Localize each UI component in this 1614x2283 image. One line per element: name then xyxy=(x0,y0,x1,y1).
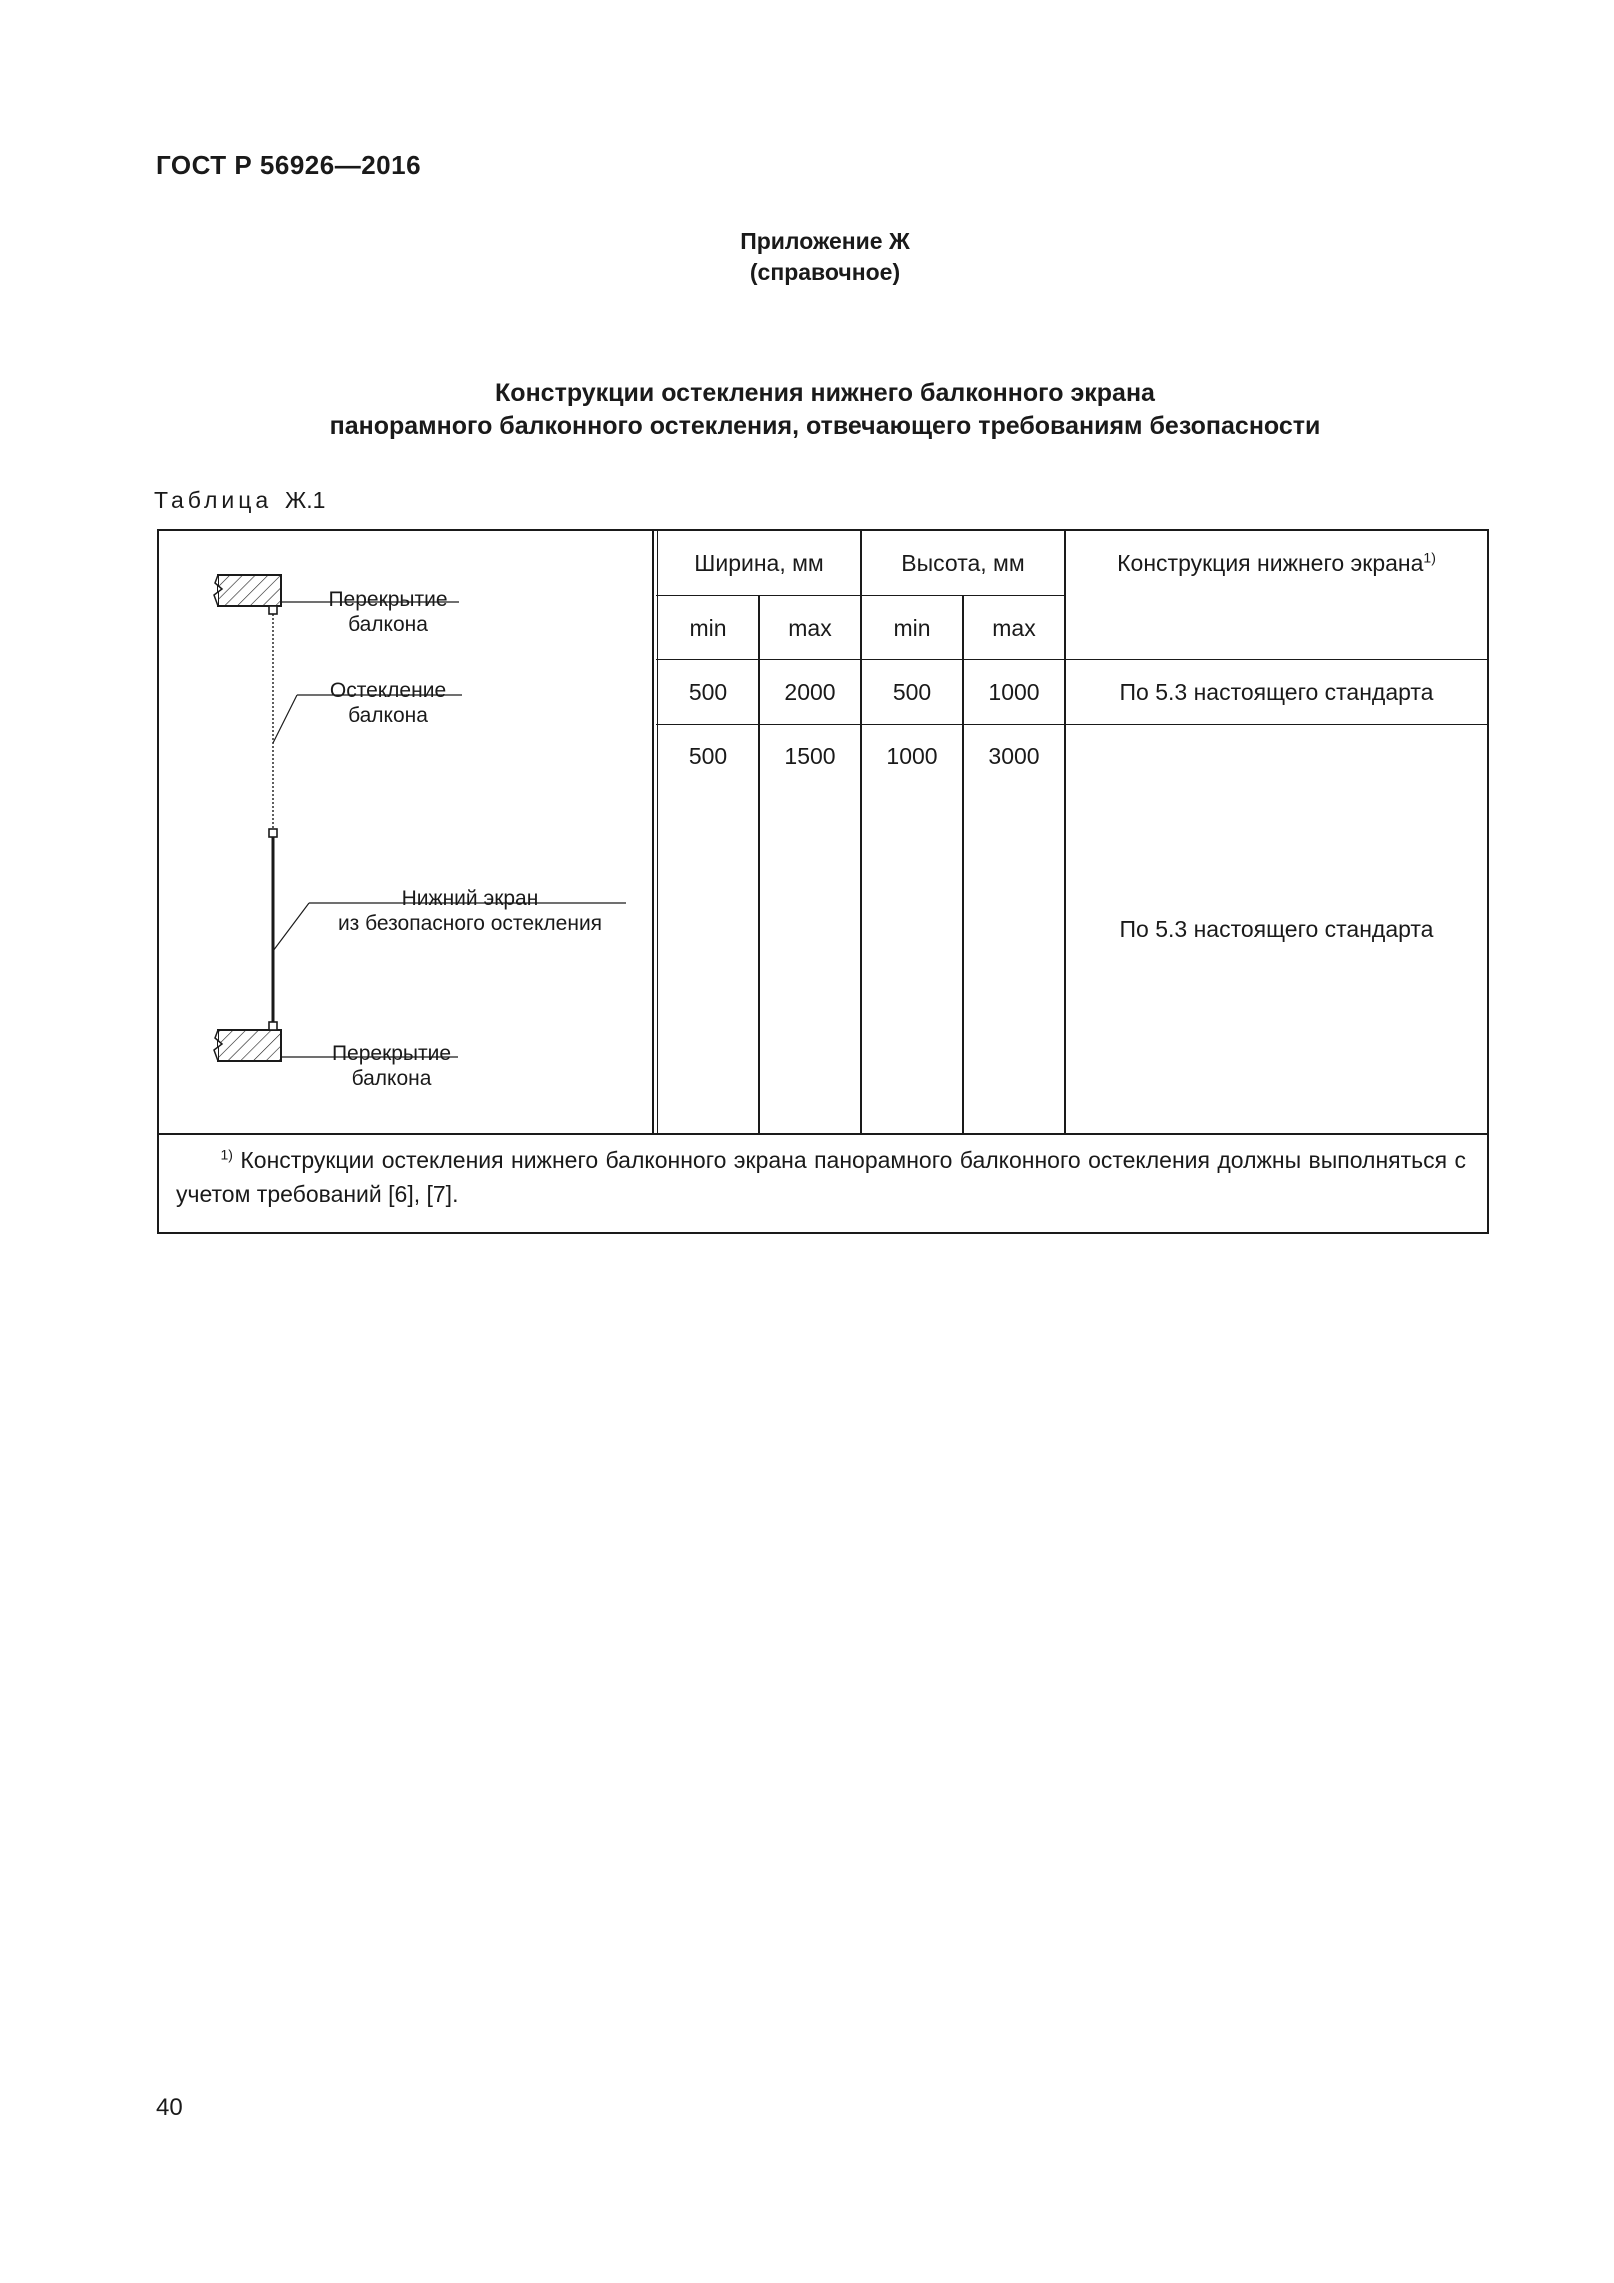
row2-width-min: 500 xyxy=(688,743,728,769)
table-caption-number: Ж.1 xyxy=(284,487,326,513)
label-lower-screen xyxy=(311,886,629,936)
annex-type: (справочное) xyxy=(749,259,901,285)
header-height: Высота, мм xyxy=(901,550,1025,576)
document-id: ГОСТ Р 56926—2016 xyxy=(156,150,422,180)
table-caption xyxy=(154,487,325,514)
header-width: Ширина, мм xyxy=(694,550,824,576)
connector-middle-icon xyxy=(269,829,277,837)
page-number: 40 xyxy=(156,2094,183,2121)
bottom-slab-icon xyxy=(214,1030,281,1061)
row2-width-max: 1500 xyxy=(784,743,836,769)
label-top-slab-line-2: балкона xyxy=(348,613,428,636)
header-construction xyxy=(1066,550,1487,577)
row2-height-max: 3000 xyxy=(988,743,1040,769)
label-lower-screen-line-1: Нижний экран xyxy=(401,887,539,910)
leader-screen xyxy=(273,903,309,951)
label-glazing-line-2: балкона xyxy=(348,704,428,727)
row1-construction: По 5.3 настоящего стандарта xyxy=(1119,679,1434,705)
row-sep-row1 xyxy=(656,724,1487,725)
row2-construction: По 5.3 настоящего стандарта xyxy=(1119,916,1434,942)
row1-height-max: 1000 xyxy=(988,679,1040,705)
annex-title: Приложение Ж xyxy=(740,228,910,254)
table-footnote xyxy=(176,1143,1466,1211)
col-sep-height-construction xyxy=(1064,531,1066,1133)
connector-bottom-icon xyxy=(269,1022,277,1030)
connector-top-icon xyxy=(269,606,277,614)
label-bottom-slab xyxy=(319,1041,464,1091)
col-sep-wmin-wmax xyxy=(758,595,760,1133)
header-width-min: min xyxy=(689,615,727,641)
label-glazing-line-1: Остекление xyxy=(329,679,447,702)
row1-width-min: 500 xyxy=(688,679,728,705)
row-sep-footnote xyxy=(159,1133,1487,1135)
label-top-slab xyxy=(319,587,457,637)
label-glazing xyxy=(319,678,457,728)
col-sep-diagram xyxy=(652,531,654,1133)
row1-height-min: 500 xyxy=(892,679,932,705)
label-lower-screen-line-2: из безопасного остекления xyxy=(337,912,603,935)
header-construction-label: Конструкция нижнего экрана xyxy=(1117,550,1424,576)
row-sep-subheader xyxy=(656,659,1487,660)
col-sep-hmin-hmax xyxy=(962,595,964,1133)
header-construction-footnote-mark: 1) xyxy=(1423,549,1436,566)
table-caption-word: Таблица xyxy=(154,487,273,513)
footnote-text: Конструкции остекления нижнего балконного экрана панорамного балконного остекления должны выполняться с учетом требований [6], [7]. xyxy=(176,1147,1467,1207)
leader-glazing xyxy=(273,695,297,743)
row2-height-min: 1000 xyxy=(886,743,938,769)
section-title-line-2: панорамного балконного остекления, отвечающего требованиям безопасности xyxy=(329,412,1321,440)
row1-width-max: 2000 xyxy=(784,679,836,705)
top-slab-icon xyxy=(214,575,281,606)
label-bottom-slab-line-1: Перекрытие xyxy=(331,1042,452,1065)
label-top-slab-line-1: Перекрытие xyxy=(328,588,448,611)
footnote-mark: 1) xyxy=(220,1146,233,1163)
header-height-max: max xyxy=(992,615,1036,641)
header-width-max: max xyxy=(788,615,832,641)
header-height-min: min xyxy=(893,615,931,641)
table-ж1 xyxy=(157,529,1489,1234)
label-bottom-slab-line-2: балкона xyxy=(351,1067,432,1090)
section-title-line-1: Конструкции остекления нижнего балконного экрана xyxy=(495,379,1155,407)
row-sep-header xyxy=(656,595,1066,596)
